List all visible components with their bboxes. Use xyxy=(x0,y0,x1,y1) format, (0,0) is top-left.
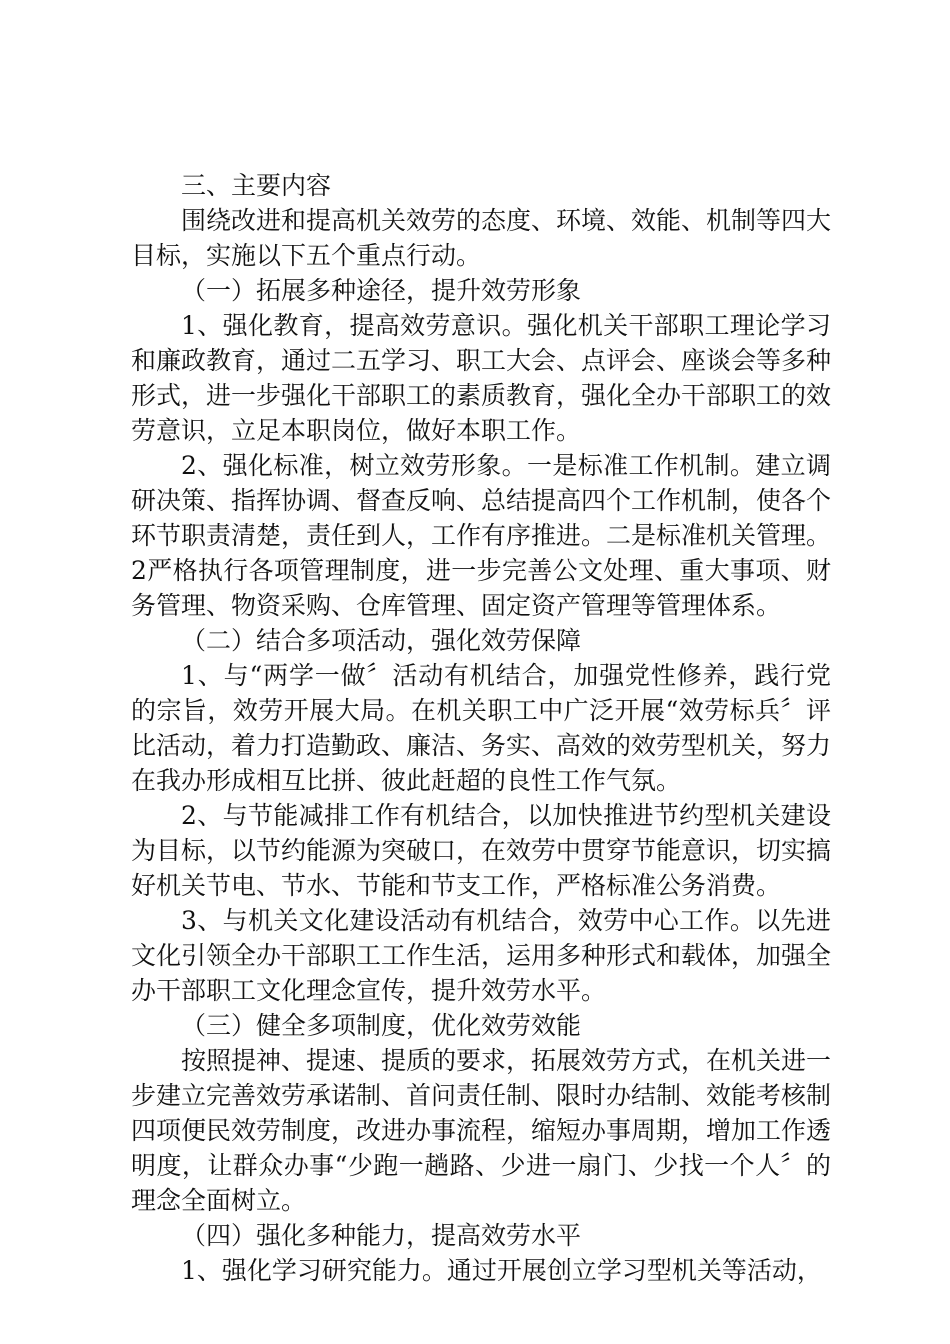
paragraph-1-1: 1、强化教育，提高效劳意识。强化机关干部职工理论学习和廉政教育，通过二五学习、职工大会、点评会、座谈会等多种形式，进一步强化干部职工的素质教育，强化全办干部职工的效劳意识，立足本职岗位，做好本职工作。 xyxy=(131,311,832,445)
paragraph-2-3: 3、与机关文化建设活动有机结合，效劳中心工作。以先进文化引领全办干部职工工作生活，运用多种形式和载体，加强全办干部职工文化理念宣传，提升效劳水平。 xyxy=(131,906,832,1005)
paragraph-1-2: 2、强化标准，树立效劳形象。一是标准工作机制。建立调研决策、指挥协调、督查反响、总结提高四个工作机制，使各个环节职责清楚，责任到人，工作有序推进。二是标准机关管理。2严格执行各项管理制度，进一步完善公文处理、重大事项、财务管理、物资采购、仓库管理、固定资产管理等管理体系。 xyxy=(131,451,832,620)
subheading-3: （三）健全多项制度，优化效劳效能 xyxy=(181,1011,582,1040)
document-body xyxy=(131,168,831,1288)
paragraph-3-1: 按照提神、提速、提质的要求，拓展效劳方式，在机关进一步建立完善效劳承诺制、首问责任制、限时办结制、效能考核制四项便民效劳制度，改进办事流程，缩短办事周期，增加工作透明度，让群众办事“少跑一趟路、少进一扇门、少找一个人〞的理念全面树立。 xyxy=(131,1046,832,1215)
paragraph-2-1: 1、与“两学一做〞活动有机结合，加强党性修养，践行党的宗旨，效劳开展大局。在机关职工中广泛开展“效劳标兵〞评比活动，着力打造勤政、廉洁、务实、高效的效劳型机关，努力在我办形成相互比拼、彼此赶超的良性工作气氛。 xyxy=(131,661,832,795)
paragraph-2-2: 2、与节能减排工作有机结合，以加快推进节约型机关建设为目标，以节约能源为突破口，在效劳中贯穿节能意识，切实搞好机关节电、节水、节能和节支工作，严格标准公务消费。 xyxy=(131,801,832,900)
paragraph-intro: 围绕改进和提高机关效劳的态度、环境、效能、机制等四大目标，实施以下五个重点行动。 xyxy=(131,206,832,270)
subheading-1: （一）拓展多种途径，提升效劳形象 xyxy=(181,276,582,305)
paragraph-4-1: 1、强化学习研究能力。通过开展创立学习型机关等活动， xyxy=(181,1256,822,1285)
section-heading-main-content: 三、主要内容 xyxy=(181,171,332,200)
subheading-4: （四）强化多种能力，提高效劳水平 xyxy=(181,1221,582,1250)
subheading-2: （二）结合多项活动，强化效劳保障 xyxy=(181,626,582,655)
